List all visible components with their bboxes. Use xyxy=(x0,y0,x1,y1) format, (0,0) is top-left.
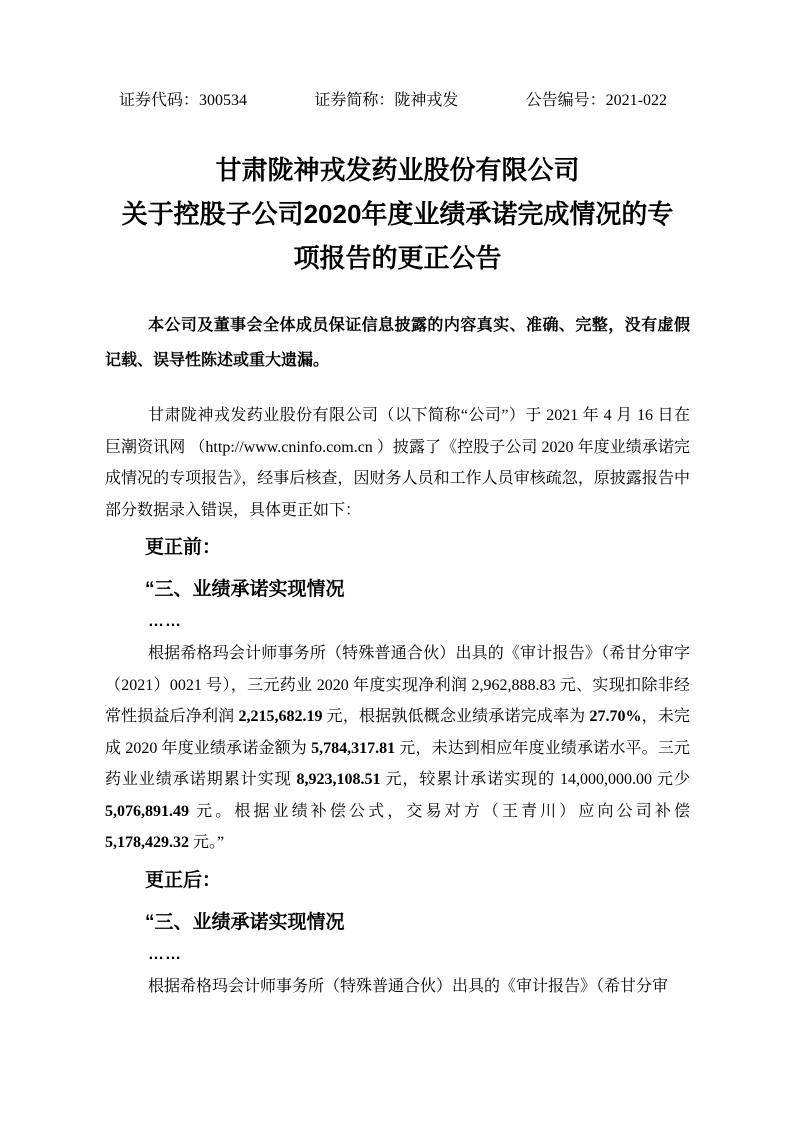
section-heading xyxy=(105,532,690,564)
text-segment: 5,784,317.81 xyxy=(311,739,396,757)
text-segment: 元，根据孰低概念业绩承诺完成率为 xyxy=(322,708,590,725)
announcement-number: 公告编号：2021-022 xyxy=(525,92,667,109)
text-segment: …… xyxy=(148,613,182,630)
text-segment: 2,215,682.19 xyxy=(238,708,323,725)
text-segment: 根据希格玛会计师事务所（特殊普通合伙）出具的《审计报告》（希甘分审 xyxy=(148,977,669,995)
section-heading xyxy=(105,907,690,939)
text-segment: …… xyxy=(148,945,182,963)
document-header xyxy=(119,90,667,112)
text-segment: 更正后： xyxy=(145,869,222,891)
text-segment: 元，较累计承诺实现的 14,000,000.00 元少 xyxy=(380,771,690,788)
text-segment: “三、业绩承诺实现情况 xyxy=(145,579,345,600)
text-segment: 更正前： xyxy=(145,537,222,558)
stock-code: 证券代码：300534 xyxy=(119,92,248,109)
text-segment: “三、业绩承诺实现情况 xyxy=(145,911,345,933)
paragraph xyxy=(105,971,690,1003)
text-segment: 元，未达到相应年度业绩承诺水平。三元药业业绩承诺期累计实现 xyxy=(105,739,690,788)
text-segment: 元。” xyxy=(189,834,225,851)
section-heading xyxy=(105,865,690,897)
text-segment: 27.70% xyxy=(589,708,642,725)
document-title xyxy=(105,148,690,280)
text-segment: 根据希格玛会计师事务所（特殊普通合伙）出具的《审计报告》（希甘分审字（2021）0021 号），三元药业 2020 年度实现净利润 2,962,888.83 元、实现扣除非经常性损益后净利润 xyxy=(105,645,690,725)
title-line-3: 项报告的更正公告 xyxy=(293,243,502,273)
text-segment: 甘肃陇神戎发药业股份有限公司（以下简称“公司”）于 2021 年 4 月 16 日在巨潮资讯网 （http://www.cninfo.com.cn ）披露了《控股子公司 2020 年度业绩承诺完成情况的专项报告》，经事后核查，因财务人员和工作人员审核疏忽，原披露报告中部分数据录入错误，具体更正如下： xyxy=(105,407,690,519)
paragraph xyxy=(105,638,690,859)
paragraph xyxy=(105,606,690,638)
paragraph xyxy=(105,939,690,971)
text-segment: 元。根据业绩补偿公式，交易对方（王青川）应向公司补偿 xyxy=(189,802,690,820)
stock-abbr: 证券简称：陇神戎发 xyxy=(314,92,459,109)
paragraph xyxy=(105,400,690,526)
paragraph xyxy=(105,308,690,378)
title-line-2: 关于控股子公司2020年度业绩承诺完成情况的专 xyxy=(121,199,674,229)
text-segment: 5,076,891.49 xyxy=(105,802,189,820)
document-body xyxy=(105,308,690,1002)
text-segment: ，未完成 2020 年度业绩承诺金额为 xyxy=(105,708,690,757)
text-segment: 5,178,429.32 xyxy=(105,834,189,851)
text-segment: 8,923,108.51 xyxy=(296,771,381,788)
section-heading xyxy=(105,574,690,606)
text-segment: 本公司及董事会全体成员保证信息披露的内容真实、准确、完整，没有虚假记载、误导性陈述或重大遗漏。 xyxy=(105,317,690,369)
title-line-1: 甘肃陇神戎发药业股份有限公司 xyxy=(215,155,580,185)
